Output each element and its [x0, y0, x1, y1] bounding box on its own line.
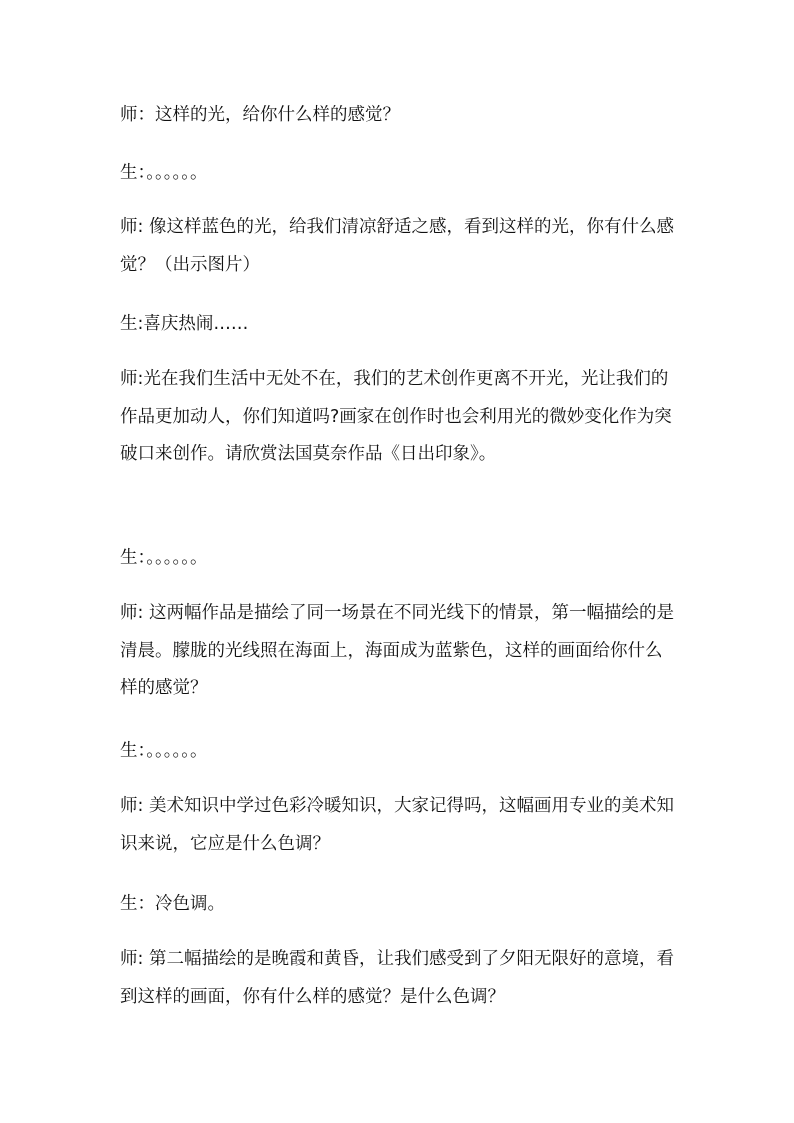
- paragraph: 生:喜庆热闹……: [120, 314, 249, 334]
- paragraph: 师: 第二幅描绘的是晚霞和黄昏，让我们感受到了夕阳无限好的意境，看到这样的画面，你有什么样的感觉？是什么色调？: [120, 949, 674, 1007]
- paragraph: 生：。。。。。。: [120, 741, 208, 761]
- paragraph: 生：冷色调。: [120, 894, 225, 914]
- paragraph: 师: 像这样蓝色的光，给我们清凉舒适之感，看到这样的光，你有什么感觉？（出示图片）: [120, 217, 674, 275]
- paragraph: 师:光在我们生活中无处不在，我们的艺术创作更离不开光，光让我们的作品更加动人，你们知道吗?画家在创作时也会利用光的微妙变化作为突破口来创作。请欣赏法国莫奈作品《日出印象》。: [120, 369, 672, 464]
- paragraph: 生：。。。。。。: [120, 548, 208, 568]
- paragraph: 师: 这两幅作品是描绘了同一场景在不同光线下的情景，第一幅描绘的是清晨。朦胧的光线照在海面上，海面成为蓝紫色，这样的画面给你什么样的感觉？: [120, 603, 674, 698]
- paragraph: 师: 美术知识中学过色彩冷暖知识，大家记得吗，这幅画用专业的美术知识来说，它应是什么色调？: [120, 796, 674, 854]
- paragraph: 生：。。。。。。: [120, 163, 208, 183]
- paragraph: 师：这样的光，给你什么样的感觉？: [120, 105, 400, 125]
